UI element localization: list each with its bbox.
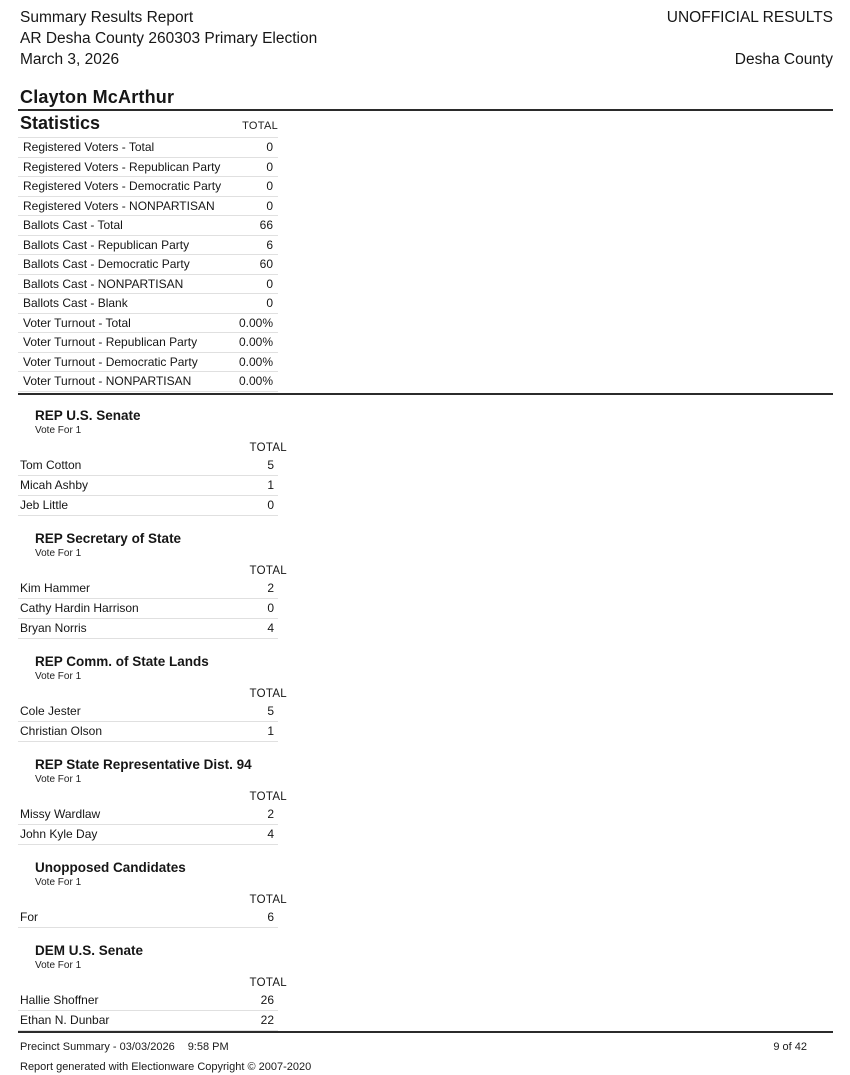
statistics-row-label: Registered Voters - Republican Party bbox=[23, 159, 221, 174]
contest-section bbox=[18, 407, 287, 516]
statistics-row-label: Ballots Cast - Total bbox=[23, 218, 123, 233]
statistics-row-value: 0 bbox=[266, 140, 273, 155]
statistics-divider bbox=[18, 393, 833, 395]
candidate-row bbox=[18, 579, 278, 599]
candidate-votes: 1 bbox=[267, 724, 274, 738]
statistics-row bbox=[18, 255, 278, 275]
candidate-row bbox=[18, 619, 278, 639]
candidate-name: Jeb Little bbox=[20, 498, 69, 512]
candidate-name: Micah Ashby bbox=[20, 478, 89, 492]
contest-total-column-header: TOTAL bbox=[249, 790, 287, 803]
statistics-row bbox=[18, 333, 278, 353]
statistics-row bbox=[18, 236, 278, 256]
candidate-name: Christian Olson bbox=[20, 724, 103, 738]
candidate-row bbox=[18, 1011, 278, 1031]
contest-title: Unopposed Candidates bbox=[35, 859, 186, 875]
statistics-row-label: Voter Turnout - NONPARTISAN bbox=[23, 374, 192, 389]
statistics-header bbox=[18, 111, 278, 138]
statistics-row-label: Ballots Cast - Republican Party bbox=[23, 237, 190, 252]
candidate-votes: 5 bbox=[267, 458, 274, 472]
candidate-row bbox=[18, 991, 278, 1011]
contest-vote-for: Vote For 1 bbox=[35, 547, 82, 559]
candidate-votes: 0 bbox=[267, 601, 274, 615]
candidate-name: Hallie Shoffner bbox=[20, 993, 99, 1007]
candidate-row bbox=[18, 476, 278, 496]
statistics-row bbox=[18, 138, 278, 158]
candidate-row bbox=[18, 722, 278, 742]
contest-vote-for: Vote For 1 bbox=[35, 424, 82, 436]
candidate-name: For bbox=[20, 910, 38, 924]
statistics-row-value: 0.00% bbox=[238, 354, 273, 369]
contest-section bbox=[18, 530, 287, 639]
statistics-row-label: Ballots Cast - Blank bbox=[23, 296, 128, 311]
statistics-row-label: Voter Turnout - Total bbox=[23, 315, 131, 330]
contest-title: REP Secretary of State bbox=[35, 530, 182, 546]
candidate-votes: 22 bbox=[260, 1013, 274, 1027]
statistics-row bbox=[18, 275, 278, 295]
statistics-row-value: 0.00% bbox=[238, 315, 273, 330]
statistics-row bbox=[18, 314, 278, 334]
candidate-votes: 2 bbox=[267, 581, 274, 595]
candidate-row bbox=[18, 825, 278, 845]
candidate-name: Kim Hammer bbox=[20, 581, 91, 595]
contest-total-column-header: TOTAL bbox=[249, 893, 287, 906]
statistics-row-label: Registered Voters - Total bbox=[23, 140, 155, 155]
footer-copyright: Report generated with Electionware Copyright © 2007-2020 bbox=[20, 1061, 312, 1073]
candidate-row bbox=[18, 496, 278, 516]
statistics-row-value: 6 bbox=[266, 237, 273, 252]
county-name: Desha County bbox=[734, 51, 833, 68]
candidate-votes: 6 bbox=[267, 910, 274, 924]
candidate-name: John Kyle Day bbox=[20, 827, 98, 841]
candidate-name: Missy Wardlaw bbox=[20, 807, 101, 821]
election-date: March 3, 2026 bbox=[20, 51, 120, 68]
contest-total-column-header: TOTAL bbox=[249, 564, 287, 577]
statistics-row-value: 0 bbox=[266, 179, 273, 194]
statistics-row bbox=[18, 197, 278, 217]
contest-vote-for: Vote For 1 bbox=[35, 876, 82, 888]
report-header-right bbox=[667, 7, 833, 70]
election-name: AR Desha County 260303 Primary Election bbox=[20, 30, 318, 47]
results-status: UNOFFICIAL RESULTS bbox=[666, 9, 833, 26]
precinct-name: Clayton McArthur bbox=[20, 87, 175, 107]
statistics-row-label: Registered Voters - Democratic Party bbox=[23, 179, 222, 194]
candidate-row bbox=[18, 908, 278, 928]
statistics-row bbox=[18, 177, 278, 197]
contest-title: REP Comm. of State Lands bbox=[35, 653, 209, 669]
statistics-row-value: 0.00% bbox=[238, 335, 273, 350]
candidate-name: Bryan Norris bbox=[20, 621, 87, 635]
contest-vote-for: Vote For 1 bbox=[35, 959, 82, 971]
statistics-row-label: Ballots Cast - NONPARTISAN bbox=[23, 276, 184, 291]
footer-report-label: Precinct Summary - 03/03/2026 bbox=[20, 1041, 175, 1053]
footer-left bbox=[20, 1041, 229, 1053]
statistics-row-value: 0 bbox=[266, 198, 273, 213]
report-header bbox=[0, 0, 850, 70]
contest-vote-for: Vote For 1 bbox=[35, 773, 82, 785]
statistics-row-value: 0 bbox=[266, 296, 273, 311]
contest-section bbox=[18, 756, 287, 845]
contest-section bbox=[18, 859, 287, 928]
candidate-votes: 2 bbox=[267, 807, 274, 821]
statistics-total-column-header: TOTAL bbox=[242, 120, 278, 132]
contest-total-column-header: TOTAL bbox=[249, 687, 287, 700]
report-title: Summary Results Report bbox=[20, 9, 194, 26]
statistics-row-label: Registered Voters - NONPARTISAN bbox=[23, 198, 215, 213]
contest-total-column-header: TOTAL bbox=[249, 441, 287, 454]
statistics-row bbox=[18, 158, 278, 178]
candidate-votes: 26 bbox=[260, 993, 274, 1007]
statistics-row-value: 0 bbox=[266, 159, 273, 174]
candidate-row bbox=[18, 702, 278, 722]
statistics-row-label: Voter Turnout - Republican Party bbox=[23, 335, 198, 350]
candidate-votes: 0 bbox=[267, 498, 274, 512]
contest-section bbox=[18, 653, 287, 742]
contest-vote-for: Vote For 1 bbox=[35, 670, 82, 682]
report-header-left bbox=[20, 7, 317, 70]
statistics-row bbox=[18, 353, 278, 373]
statistics-row bbox=[18, 216, 278, 236]
candidate-votes: 1 bbox=[267, 478, 274, 492]
candidate-votes: 4 bbox=[267, 827, 274, 841]
contest-title: DEM U.S. Senate bbox=[35, 942, 144, 958]
statistics-section bbox=[18, 111, 278, 392]
contest-section bbox=[18, 942, 287, 1031]
statistics-row-value: 0.00% bbox=[238, 374, 273, 389]
statistics-row-label: Ballots Cast - Democratic Party bbox=[23, 257, 190, 272]
contest-title: REP U.S. Senate bbox=[35, 407, 141, 423]
footer-row bbox=[20, 1037, 833, 1057]
report-footer bbox=[20, 1037, 833, 1075]
footer-time: 9:58 PM bbox=[187, 1041, 229, 1053]
candidate-votes: 4 bbox=[267, 621, 274, 635]
statistics-row-value: 0 bbox=[266, 276, 273, 291]
candidate-name: Cole Jester bbox=[20, 704, 81, 718]
candidate-row bbox=[18, 599, 278, 619]
candidate-row bbox=[18, 456, 278, 476]
candidate-votes: 5 bbox=[267, 704, 274, 718]
statistics-row-label: Voter Turnout - Democratic Party bbox=[23, 354, 198, 369]
footer-divider bbox=[18, 1031, 833, 1033]
contest-title: REP State Representative Dist. 94 bbox=[35, 756, 252, 772]
contest-total-column-header: TOTAL bbox=[249, 976, 287, 989]
statistics-title: Statistics bbox=[20, 113, 101, 133]
statistics-row bbox=[18, 372, 278, 392]
candidate-name: Ethan N. Dunbar bbox=[20, 1013, 110, 1027]
candidate-name: Tom Cotton bbox=[20, 458, 82, 472]
statistics-row-value: 66 bbox=[259, 218, 273, 233]
candidate-name: Cathy Hardin Harrison bbox=[20, 601, 139, 615]
statistics-table-body bbox=[18, 138, 278, 392]
statistics-row bbox=[18, 294, 278, 314]
contests bbox=[0, 408, 850, 1031]
candidate-row bbox=[18, 805, 278, 825]
page-number: 9 of 42 bbox=[773, 1041, 807, 1053]
statistics-row-value: 60 bbox=[259, 257, 273, 272]
